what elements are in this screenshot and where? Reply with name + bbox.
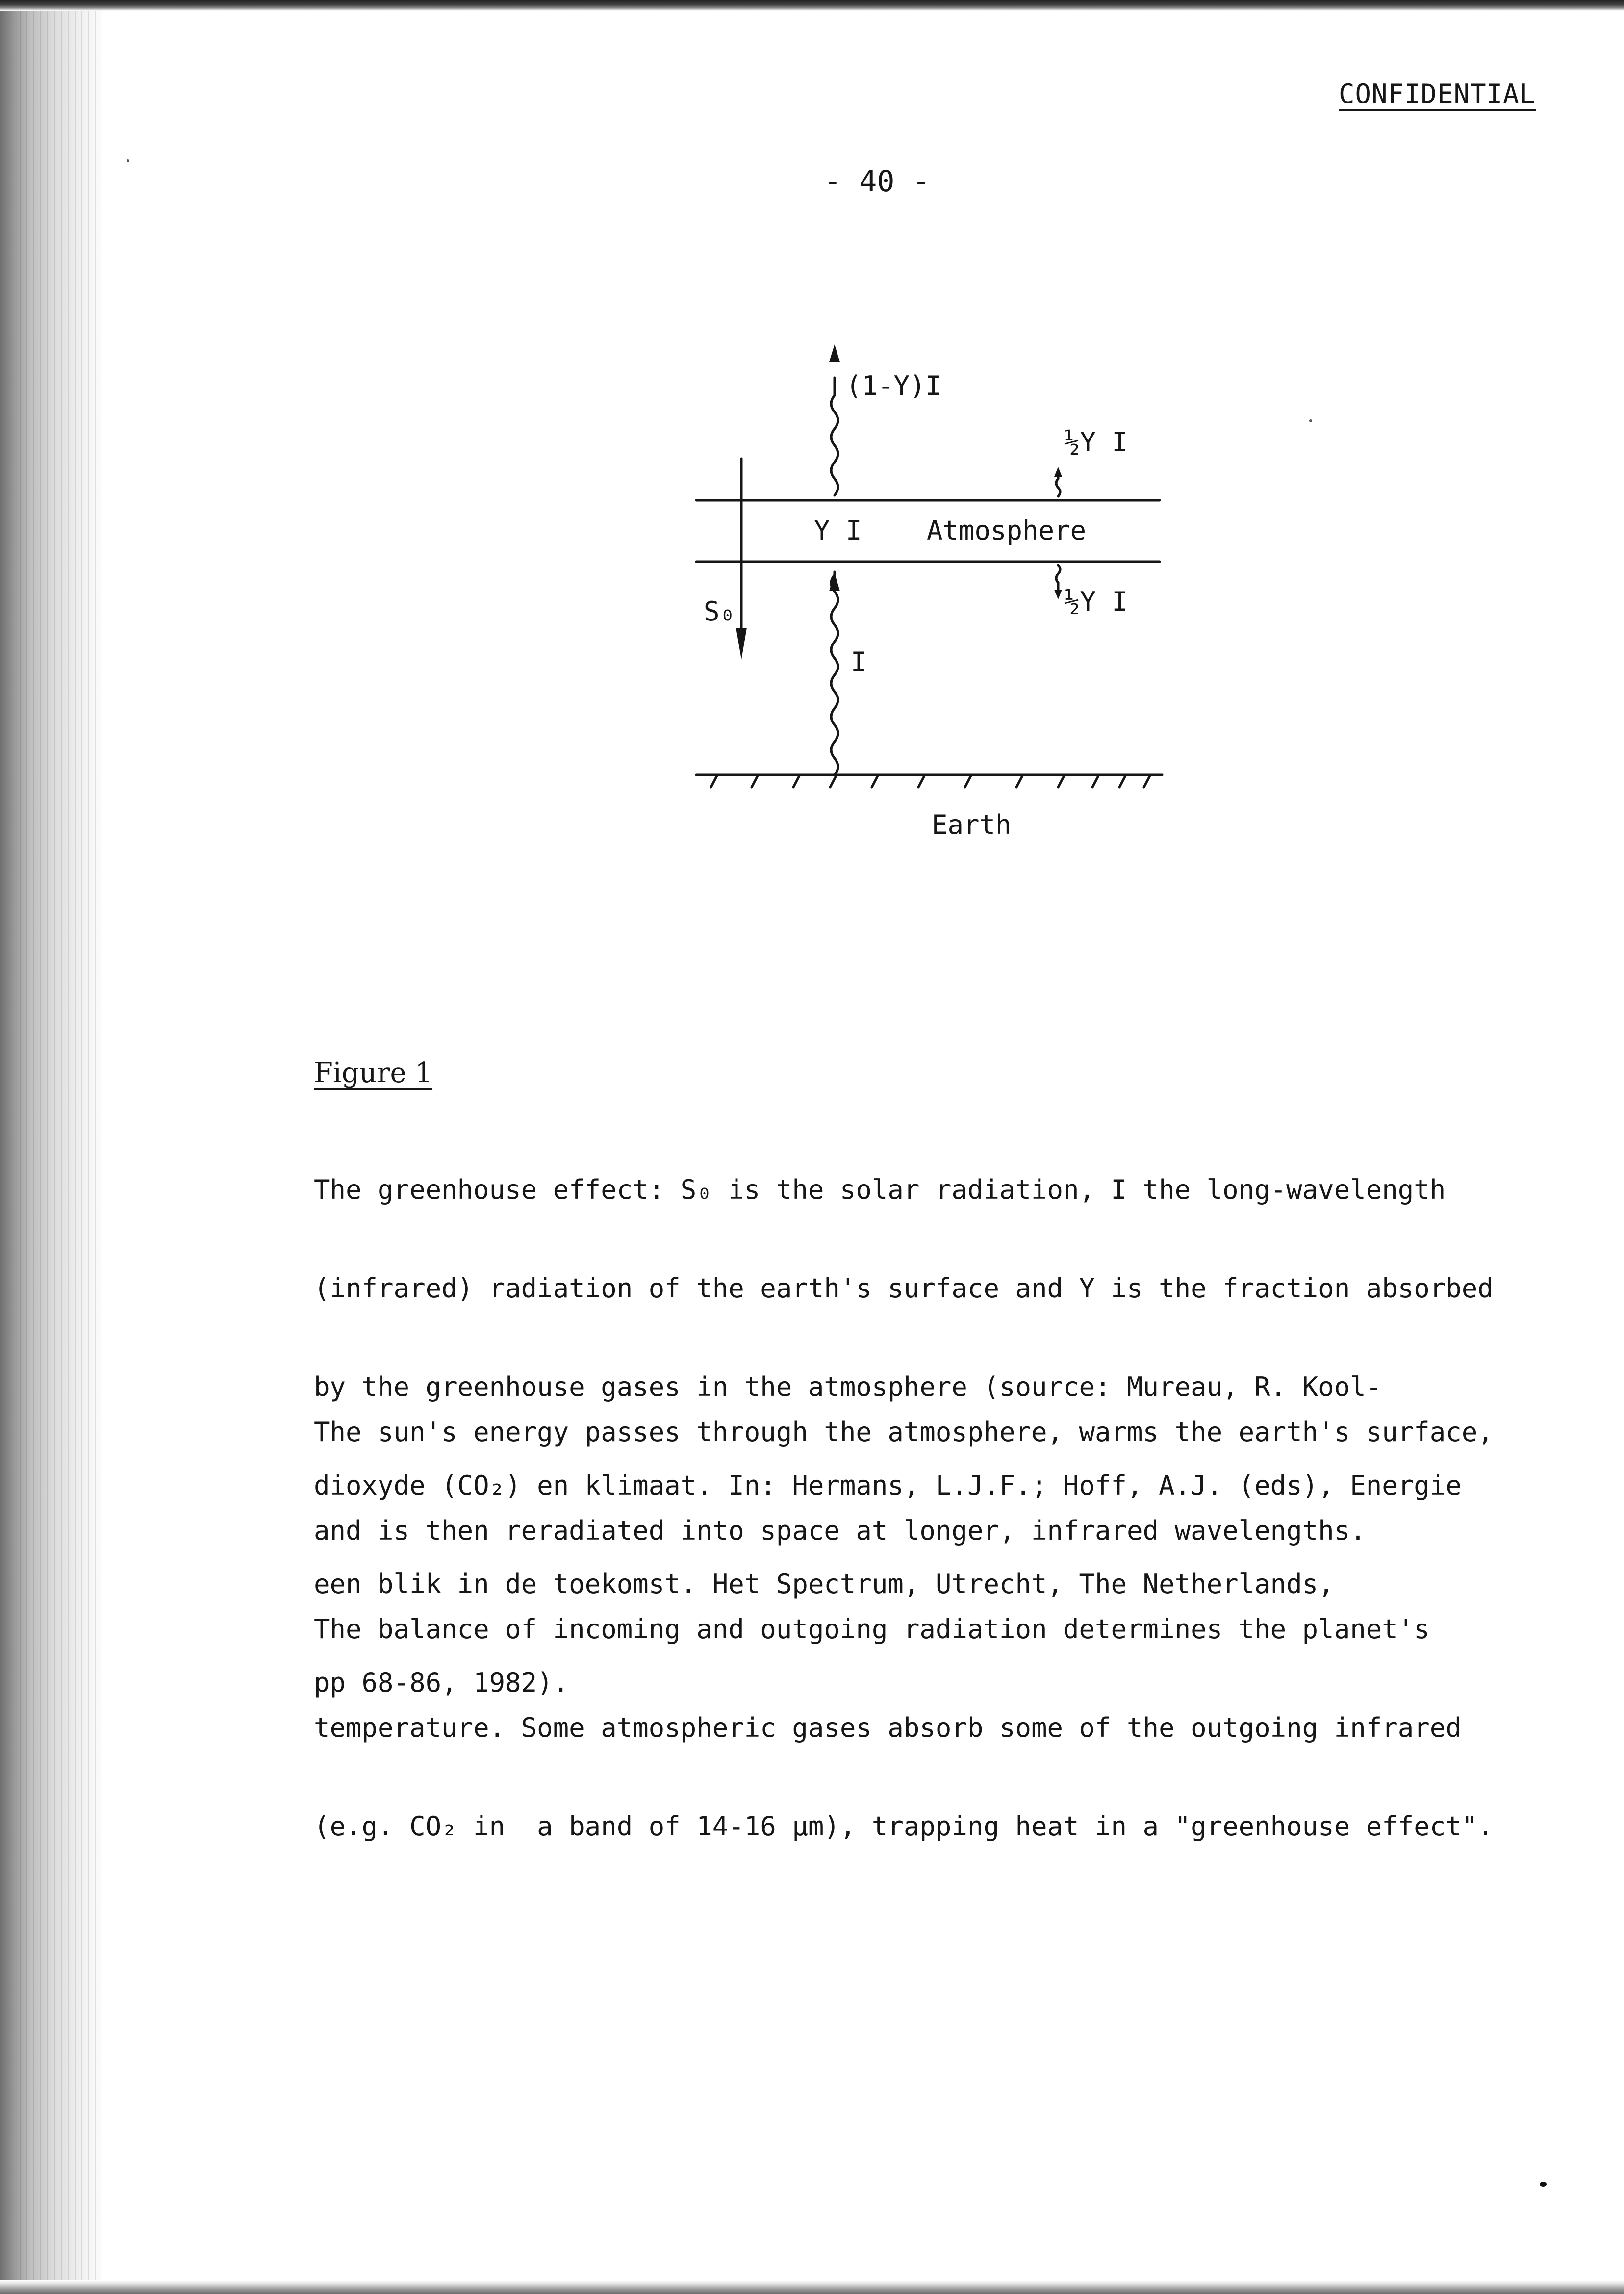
- figure-label: Figure 1: [314, 1057, 433, 1089]
- half-down-label: ½Y I: [1064, 586, 1128, 617]
- bottom-page-edge: [0, 2280, 1624, 2294]
- solar-label: S₀: [704, 596, 736, 627]
- half-down-arrow-head: [1054, 590, 1062, 599]
- scan-speck: [127, 159, 129, 162]
- upward-escape-label: (1-Y)I: [846, 370, 942, 401]
- earth-label: Earth: [932, 809, 1012, 840]
- caption-line: by the greenhouse gases in the atmosphere (source: Mureau, R. Kool-: [314, 1371, 1382, 1402]
- caption-line: dioxyde (CO₂) en klimaat. In: Hermans, L.J.F.; Hoff, A.J. (eds), Energie: [314, 1470, 1462, 1501]
- page-number: - 40 -: [824, 164, 930, 199]
- half-up-arrow-head: [1054, 467, 1062, 477]
- paragraph-line: The balance of incoming and outgoing radiation determines the planet's: [314, 1614, 1430, 1645]
- confidential-stamp: CONFIDENTIAL: [1339, 78, 1536, 109]
- paragraph-line: temperature. Some atmospheric gases absorb some of the outgoing infrared: [314, 1712, 1462, 1743]
- paragraph-line: (e.g. CO₂ in a band of 14-16 µm), trapping heat in a "greenhouse effect".: [314, 1811, 1494, 1842]
- earth-hatching: [711, 776, 1150, 787]
- caption-line: pp 68-86, 1982).: [314, 1667, 569, 1698]
- atmosphere-label: Atmosphere: [927, 515, 1087, 546]
- caption-line: The greenhouse effect: S₀ is the solar radiation, I the long-wavelength: [314, 1174, 1446, 1205]
- paragraph-line: The sun's energy passes through the atmosphere, warms the earth's surface,: [314, 1417, 1494, 1447]
- solar-arrow-head: [736, 628, 747, 660]
- caption-line: (infrared) radiation of the earth's surface and Y is the fraction absorbed: [314, 1273, 1494, 1304]
- escape-wavy-arrow: [831, 378, 838, 495]
- infrared-label: I: [851, 646, 867, 677]
- scan-speck: [1309, 419, 1312, 422]
- paragraph-line: and is then reradiated into space at longer, infrared wavelengths.: [314, 1515, 1366, 1546]
- infrared-wavy-arrow: [831, 572, 838, 775]
- greenhouse-diagram: [677, 334, 1187, 863]
- escape-arrow-head: [829, 344, 840, 362]
- body-paragraph: [314, 1350, 1494, 1876]
- half-down-wavy-arrow: [1056, 565, 1060, 590]
- absorbed-label: Y I: [814, 515, 862, 546]
- scan-speck: [1540, 2182, 1547, 2187]
- half-up-label: ½Y I: [1064, 427, 1128, 458]
- page-binding-edge: [0, 0, 103, 2294]
- top-page-edge: [0, 0, 1624, 11]
- caption-line: een blik in de toekomst. Het Spectrum, Utrecht, The Netherlands,: [314, 1569, 1334, 1599]
